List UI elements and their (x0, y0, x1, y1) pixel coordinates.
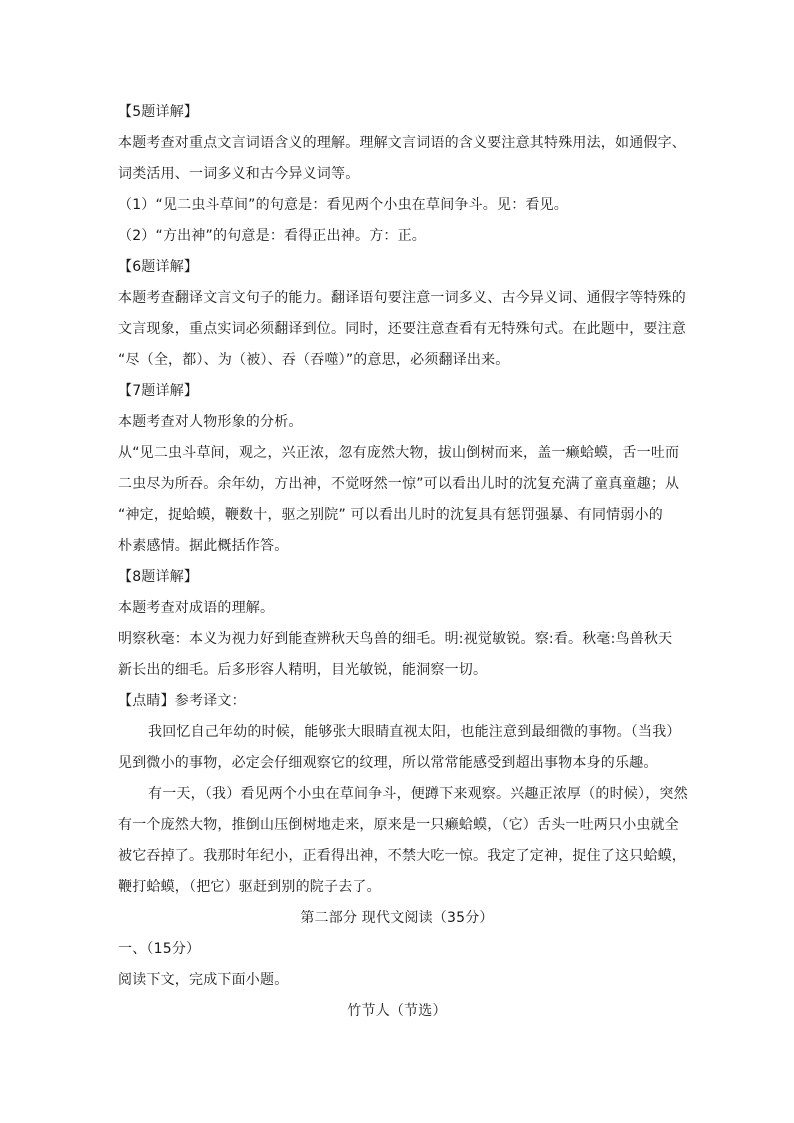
paragraph-line: 朴素感情。据此概括作答。 (118, 538, 289, 554)
paragraph-line: 本题考查对人物形象的分析。 (118, 414, 303, 430)
passage-title: 竹节人（节选） (347, 1003, 447, 1019)
translation-line: 有一个庞然大物，推倒山压倒树地走来，原来是一只癞蛤蟆，（它）舌头一吐两只小虫就全 (118, 817, 679, 833)
paragraph-line: 本题考查对成语的理解。 (118, 600, 275, 616)
heading-q6: 【6题详解】 (118, 259, 199, 275)
translation-line: 鞭打蛤蟆，（把它）驱赶到别的院子去了。 (118, 879, 381, 895)
heading-dianjing: 【点睛】参考译文： (118, 693, 246, 709)
paragraph-line: 明察秋毫：本义为视力好到能查辨秋天鸟兽的细毛。明:视觉敏锐。察:看。秋毫:鸟兽秋天 (118, 631, 673, 647)
heading-q7: 【7题详解】 (118, 383, 199, 399)
heading-q8: 【8题详解】 (118, 569, 199, 585)
translation-line: 见到微小的事物，必定会仔细观察它的纹理，所以常常能感受到超出事物本身的乐趣。 (118, 755, 658, 771)
translation-line: 被它吞掉了。我那时年纪小，正看得出神，不禁大吃一惊。我定了定神，捉住了这只蛤蟆， (118, 848, 686, 864)
heading-q5: 【5题详解】 (118, 104, 199, 120)
paragraph-line: （1）“见二虫斗草间”的句意是：看见两个小虫在草间争斗。见：看见。 (118, 197, 569, 213)
paragraph-line: （2）“方出神”的句意是：看得正出神。方：正。 (118, 228, 427, 244)
paragraph-line: “尽（全，都）、为（被）、吞（吞噬）”的意思，必须翻译出来。 (118, 352, 510, 368)
paragraph-line: “神定，捉蛤蟆，鞭数十，驱之别院” 可以看出儿时的沈复具有惩罚强暴、有同情弱小的 (118, 507, 663, 523)
paragraph-line: 从“见二虫斗草间，观之，兴正浓，忽有庞然大物，拔山倒树而来，盖一癞蛤蟆，舌一吐而 (118, 445, 680, 461)
paragraph-line: 本题考查翻译文言文句子的能力。翻译语句要注意一词多义、古今异义词、通假字等特殊的 (118, 290, 686, 306)
paragraph-line: 文言现象，重点实词必须翻译到位。同时，还要注意查看有无特殊句式。在此题中，要注意 (118, 321, 686, 337)
instruction-line: 阅读下文，完成下面小题。 (118, 972, 289, 988)
subsection-heading: 一、（15分） (118, 941, 201, 957)
paragraph-line: 词类活用、一词多义和古今异义词等。 (118, 166, 360, 182)
paragraph-line: 本题考查对重点文言词语含义的理解。理解文言词语的含义要注意其特殊用法，如通假字、 (118, 135, 686, 151)
translation-line: 有一天，（我）看见两个小虫在草间争斗，便蹲下来观察。兴趣正浓厚（的时候），突然 (148, 786, 688, 802)
section-title: 第二部分 现代文阅读（35分） (300, 910, 494, 926)
translation-line: 我回忆自己年幼的时候，能够张大眼睛直视太阳，也能注意到最细微的事物。（当我） (148, 724, 681, 740)
paragraph-line: 新长出的细毛。后多形容人精明，目光敏锐，能洞察一切。 (118, 662, 488, 678)
paragraph-line: 二虫尽为所吞。余年幼，方出神，不觉呀然一惊”可以看出儿时的沈复充满了童真童趣；从 (118, 476, 680, 492)
